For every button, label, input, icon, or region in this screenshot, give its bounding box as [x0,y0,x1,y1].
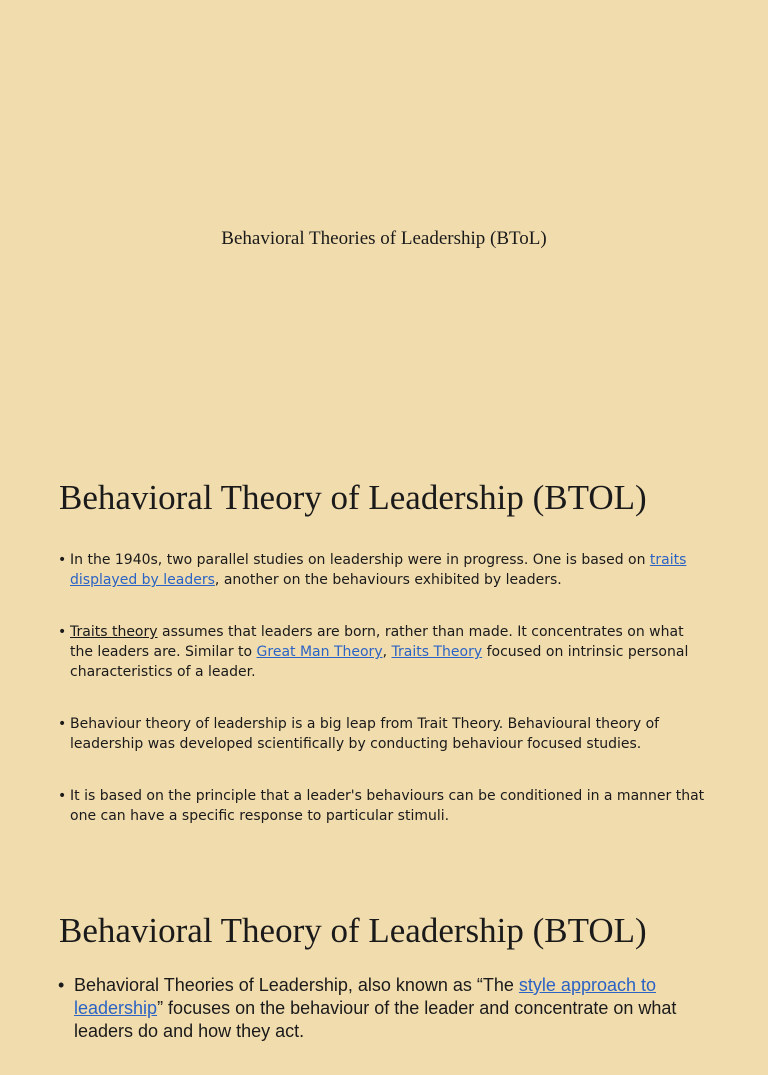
bullet-text: Behavioral Theories of Leadership, also known as “The [74,975,519,995]
slide-btol-intro [0,432,768,864]
great-man-theory-link[interactable]: Great Man Theory [256,644,383,660]
slide-btol-style [0,864,768,1041]
bullet-item [58,622,708,682]
bullet-text: , [382,644,392,660]
style-approach-link[interactable]: style approach to leadership [74,975,657,1018]
bullet-item [58,714,708,754]
traits-theory-link[interactable]: Traits Theory [391,644,483,660]
bullet-list [58,974,718,1075]
slide-title [0,0,768,432]
bullet-text: focused on intrinsic personal characteristics of a leader. [70,644,689,680]
bullet-item [58,974,718,1043]
traits-theory-underlined: Traits theory [70,624,158,640]
bullet-list [58,550,708,858]
bullet-text: In the 1940s, two parallel studies on leadership were in progress. One is based on [70,552,650,568]
bullet-text: assumes that leaders are born, rather than made. It concentrates on what the leaders are. Similar to [70,624,684,660]
slide-heading: Behavioral Theory of Leadership (BTOL) [59,911,647,950]
bullet-text: It is based on the principle that a leader's behaviours can be conditioned in a manner that one can have a specific response to particular stimuli. [70,788,705,824]
presentation-title: Behavioral Theories of Leadership (BToL) [221,228,547,249]
bullet-text: Behaviour theory of leadership is a big leap from Trait Theory. Behavioural theory of leadership was developed scientifically by conducting behaviour focused studies. [70,716,660,752]
traits-displayed-link[interactable]: traits displayed by leaders [70,552,687,588]
bullet-text: ” focuses on the behaviour of the leader and concentrate on what leaders do and how they act. [74,998,677,1041]
bullet-item [58,550,708,590]
slide-heading: Behavioral Theory of Leadership (BTOL) [59,478,647,517]
bullet-item [58,786,708,826]
bullet-text: , another on the behaviours exhibited by leaders. [214,572,562,588]
